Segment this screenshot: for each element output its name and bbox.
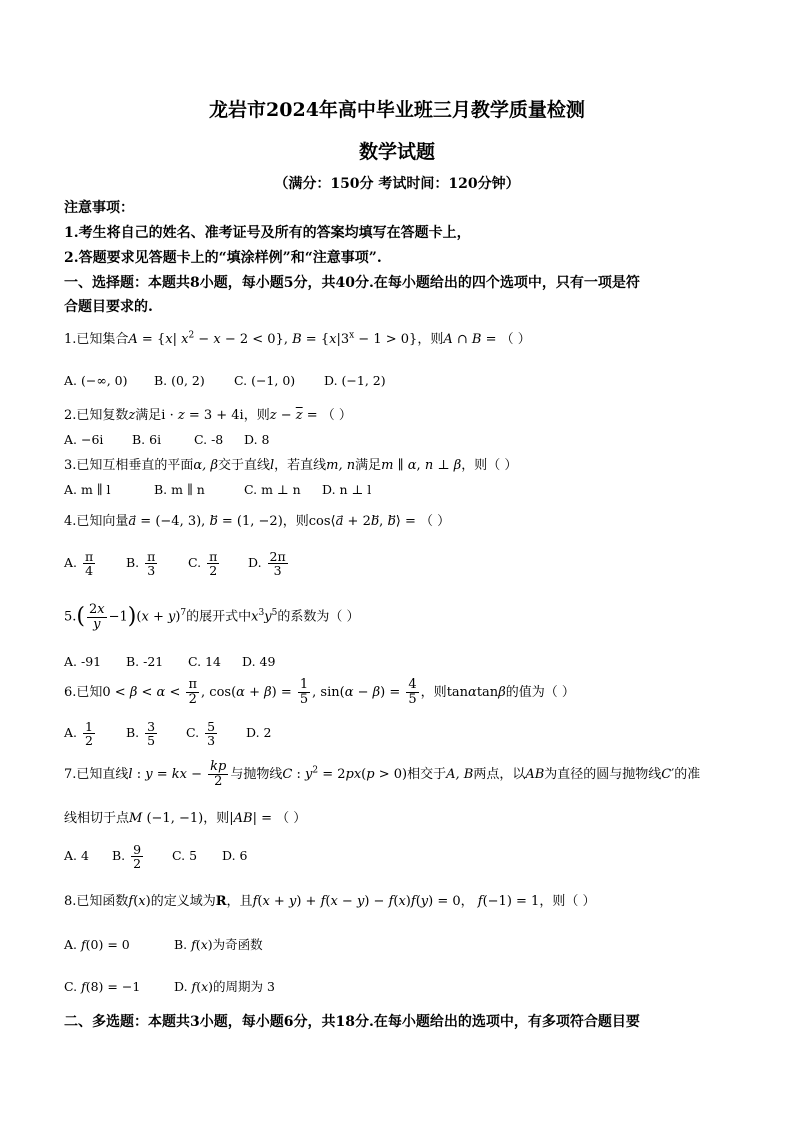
section1-heading-2: 合题目要求的. — [64, 299, 153, 315]
option-c: C. -8 — [194, 432, 224, 447]
option-d: D. 6 — [222, 848, 248, 864]
question-8-options-row-1 — [64, 935, 263, 953]
option-d: D. f(x)的周期为 3 — [174, 979, 275, 994]
option-b: B. f(x)为奇函数 — [174, 937, 263, 952]
note-item-1: 1.考生将自己的姓名、准考证号及所有的答案均填写在答题卡上， — [64, 225, 471, 241]
option-b: B. m ∥ n — [154, 482, 205, 497]
option-a: A. (−∞, 0) — [64, 373, 128, 388]
question-1: 1.已知集合A = {x| $x^2 - x - 2 < 0$}, $B = \{x|3^x - 1 > 0\}$，则A ∩ B = （ ） — [64, 330, 531, 347]
notes-heading: 注意事项： — [64, 200, 134, 216]
option-a: A. f(0) = 0 — [64, 937, 130, 952]
option-d: D. 49 — [242, 654, 276, 669]
option-b: B. -21 — [126, 654, 164, 669]
question-8: 8.已知函数f(x)的定义域为R，且f(x + y) + f(x − y) − f(x)f(y) = 0， f(−1) = 1，则（ ） — [64, 894, 596, 909]
option-a: A. 4 — [64, 848, 89, 864]
question-6-options — [64, 720, 271, 747]
exam-info: （满分：150分 考试时间：120分钟） — [274, 176, 520, 192]
option-c: C. $\frac{\pi}{2}$ — [188, 549, 218, 579]
option-c: C. (−1, 0) — [234, 373, 296, 388]
option-c: C. f(8) = −1 — [64, 979, 141, 994]
question-5: 5.( $\frac{2x}{y}$ $-1)(x + y)^7$的展开式中$x^3y^5$的系数为（ ） — [64, 601, 360, 632]
option-c: C. 14 — [188, 654, 221, 669]
option-a: A. m ∥ l — [64, 482, 111, 497]
question-4-options — [64, 550, 290, 577]
option-b: B. (0, 2) — [154, 373, 205, 388]
option-c: C. 5 — [172, 848, 198, 864]
question-3: 3.已知互相垂直的平面α, β交于直线l，若直线m, n满足m ∥ α, n ⊥ β，则（ ） — [64, 458, 518, 473]
question-4: 4.已知向量a⃗ = (−4, 3), b⃗ = (1, −2)，则cos⟨a⃗ + 2b⃗, b⃗⟩ = （ ） — [64, 514, 451, 529]
section2-heading: 二、多选题：本题共3小题，每小题6分，共18分.在每小题给出的选项中，有多项符合题目要 — [64, 1014, 640, 1030]
question-8-options-row-2 — [64, 977, 275, 995]
exam-title: 龙岩市2024年高中毕业班三月教学质量检测 — [209, 99, 585, 121]
option-b: B. $\frac{\pi}{3}$ — [126, 549, 156, 579]
question-5-options — [64, 654, 275, 669]
question-3-options — [64, 482, 371, 497]
option-d: D. (−1, 2) — [324, 373, 386, 388]
note-item-2: 2.答题要求见答题卡上的“填涂样例”和“注意事项”. — [64, 250, 382, 266]
option-c: C. m ⊥ n — [244, 482, 301, 497]
option-a: A. $\frac{\pi}{4}$ — [64, 549, 94, 579]
question-6: 6.已知0 < β < α < $\frac{\pi}{2}$ , cos(α + β) = $\frac{1}{5}$ , sin(α − β) = $\frac{4}{5}$ ，则tanαtanβ的值为（ ） — [64, 677, 575, 707]
option-a: A. $\frac{1}{2}$ — [64, 719, 93, 749]
option-d: D. $\frac{2\pi}{3}$ — [248, 549, 286, 579]
option-a: A. −6i — [64, 432, 104, 447]
question-1-options — [64, 373, 386, 388]
question-7-line-1: 7.已知直线l : y = kx − $\frac{kp}{2}$ 与抛物线C : $y^2 = 2px(p > 0)$相交于A, B两点，以AB为直径的圆与抛物线C′的准 — [64, 759, 701, 789]
option-d: D. 8 — [244, 432, 270, 447]
option-d: D. n ⊥ l — [322, 482, 372, 497]
exam-subject: 数学试题 — [358, 141, 435, 163]
option-d: D. 2 — [246, 725, 272, 741]
option-b: B. $\frac{9}{2}$ — [112, 842, 142, 872]
option-a: A. -91 — [64, 654, 102, 669]
question-2-options — [64, 432, 269, 447]
option-c: C. $\frac{5}{3}$ — [186, 719, 216, 749]
option-b: B. $\frac{3}{5}$ — [126, 719, 156, 749]
option-b: B. 6i — [132, 432, 162, 447]
section1-heading-1: 一、选择题：本题共8小题，每小题5分，共40分.在每小题给出的四个选项中，只有一项是符 — [64, 275, 640, 291]
question-7-options — [64, 843, 247, 870]
question-2: 2.已知复数z满足i · z = 3 + 4i，则$z - \overline{z}$ = （ ） — [64, 408, 352, 423]
question-7-line-2: 线相切于点M (−1, −1)，则|AB| = （ ） — [64, 811, 307, 826]
